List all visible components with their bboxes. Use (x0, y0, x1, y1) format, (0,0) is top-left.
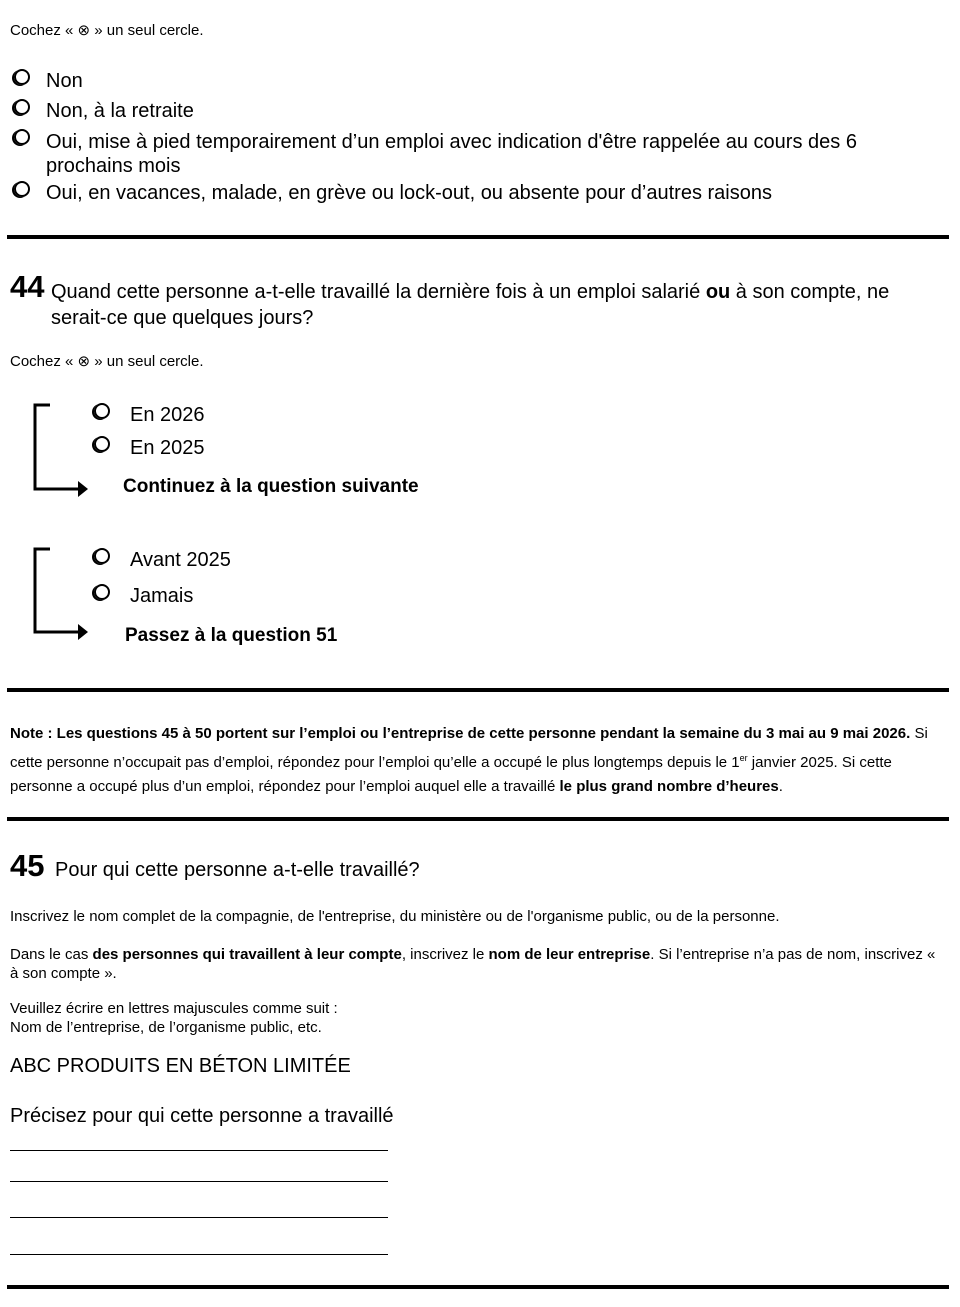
answer-line-1[interactable] (10, 1150, 388, 1151)
option-label: Oui, en vacances, malade, en grève ou lock-out, ou absente pour d’autres raisons (46, 182, 772, 204)
instruction-q45-2 (10, 945, 940, 983)
option-label: Non (46, 70, 83, 92)
question-text: Pour qui cette personne a-t-elle travaillé? (55, 859, 420, 881)
instruction-q45-3a: Veuillez écrire en lettres majuscules comme suit : (10, 1000, 338, 1017)
section-divider (7, 1285, 949, 1289)
note-bold: Note : Les questions 45 à 50 portent sur l’emploi ou l’entreprise de cette personne pendant la semaine du 3 mai au 9 mai 2026. (10, 725, 911, 742)
radio-circle-icon[interactable] (14, 129, 30, 145)
radio-circle-icon[interactable] (94, 403, 110, 419)
skip-arrow-icon (28, 546, 92, 646)
question-text-part: à son compte, ne serait-ce que quelques jours? (51, 281, 890, 329)
question-number: 44 (10, 269, 45, 304)
instruction-q45-3b: Nom de l’entreprise, de l’organisme public, etc. (10, 1019, 322, 1036)
note-text: Si cette personne n’occupait pas d’emploi, répondez pour l’emploi qu’elle a occupé le plus longtemps depuis le 1 (10, 725, 928, 771)
answer-line-3[interactable] (10, 1217, 388, 1218)
option-label: Avant 2025 (130, 549, 231, 571)
note-paragraph (10, 722, 938, 799)
option-label: En 2026 (130, 404, 205, 426)
instruction-text: . Si l’entreprise n’a pas de nom, inscrivez « à son compte ». (10, 946, 936, 982)
radio-circle-icon[interactable] (94, 436, 110, 452)
question-text-part: Quand cette personne a-t-elle travaillé la dernière fois à un emploi salarié (51, 281, 706, 303)
radio-circle-icon[interactable] (14, 181, 30, 197)
option-label: En 2025 (130, 437, 205, 459)
note-text: . (778, 778, 783, 795)
question-text (51, 279, 921, 331)
skip-instruction: Passez à la question 51 (125, 625, 338, 646)
question-text-bold: ou (705, 281, 731, 303)
note-bold: le plus grand nombre d’heures (559, 778, 779, 795)
answer-line-2[interactable] (10, 1181, 388, 1182)
option-label: Non, à la retraite (46, 100, 194, 122)
radio-circle-icon[interactable] (94, 548, 110, 564)
note-superscript: er (739, 753, 748, 763)
answer-line-4[interactable] (10, 1254, 388, 1255)
radio-circle-icon[interactable] (14, 99, 30, 115)
radio-circle-icon[interactable] (94, 584, 110, 600)
instruction-text: Dans le cas (10, 946, 93, 963)
option-label: Jamais (130, 585, 194, 607)
instruction-q44: Cochez « ⊗ » un seul cercle. (10, 353, 204, 370)
section-divider (7, 817, 949, 821)
note-text: janvier 2025. Si cette personne a occupé plus d’un emploi, répondez pour l’emploi auquel elle a travaillé (10, 754, 892, 795)
section-divider (7, 688, 949, 692)
field-label: Précisez pour qui cette personne a travaillé (10, 1105, 394, 1127)
instruction-q43: Cochez « ⊗ » un seul cercle. (10, 22, 204, 39)
option-label: Oui, mise à pied temporairement d’un emploi avec indication d'être rappelée au cours des 6 prochains mois (46, 131, 857, 177)
skip-arrow-icon (28, 402, 92, 498)
radio-circle-icon[interactable] (14, 69, 30, 85)
section-divider (7, 235, 949, 239)
example-answer: ABC PRODUITS EN BÉTON LIMITÉE (10, 1055, 351, 1077)
instruction-bold: nom de leur entreprise (488, 946, 651, 963)
instruction-q45-1: Inscrivez le nom complet de la compagnie, de l'entreprise, du ministère ou de l'organisme public, ou de la personne. (10, 908, 780, 925)
question-number: 45 (10, 848, 45, 883)
skip-instruction: Continuez à la question suivante (123, 476, 419, 497)
instruction-text: , inscrivez le (401, 946, 489, 963)
instruction-bold: des personnes qui travaillent à leur compte (92, 946, 402, 963)
